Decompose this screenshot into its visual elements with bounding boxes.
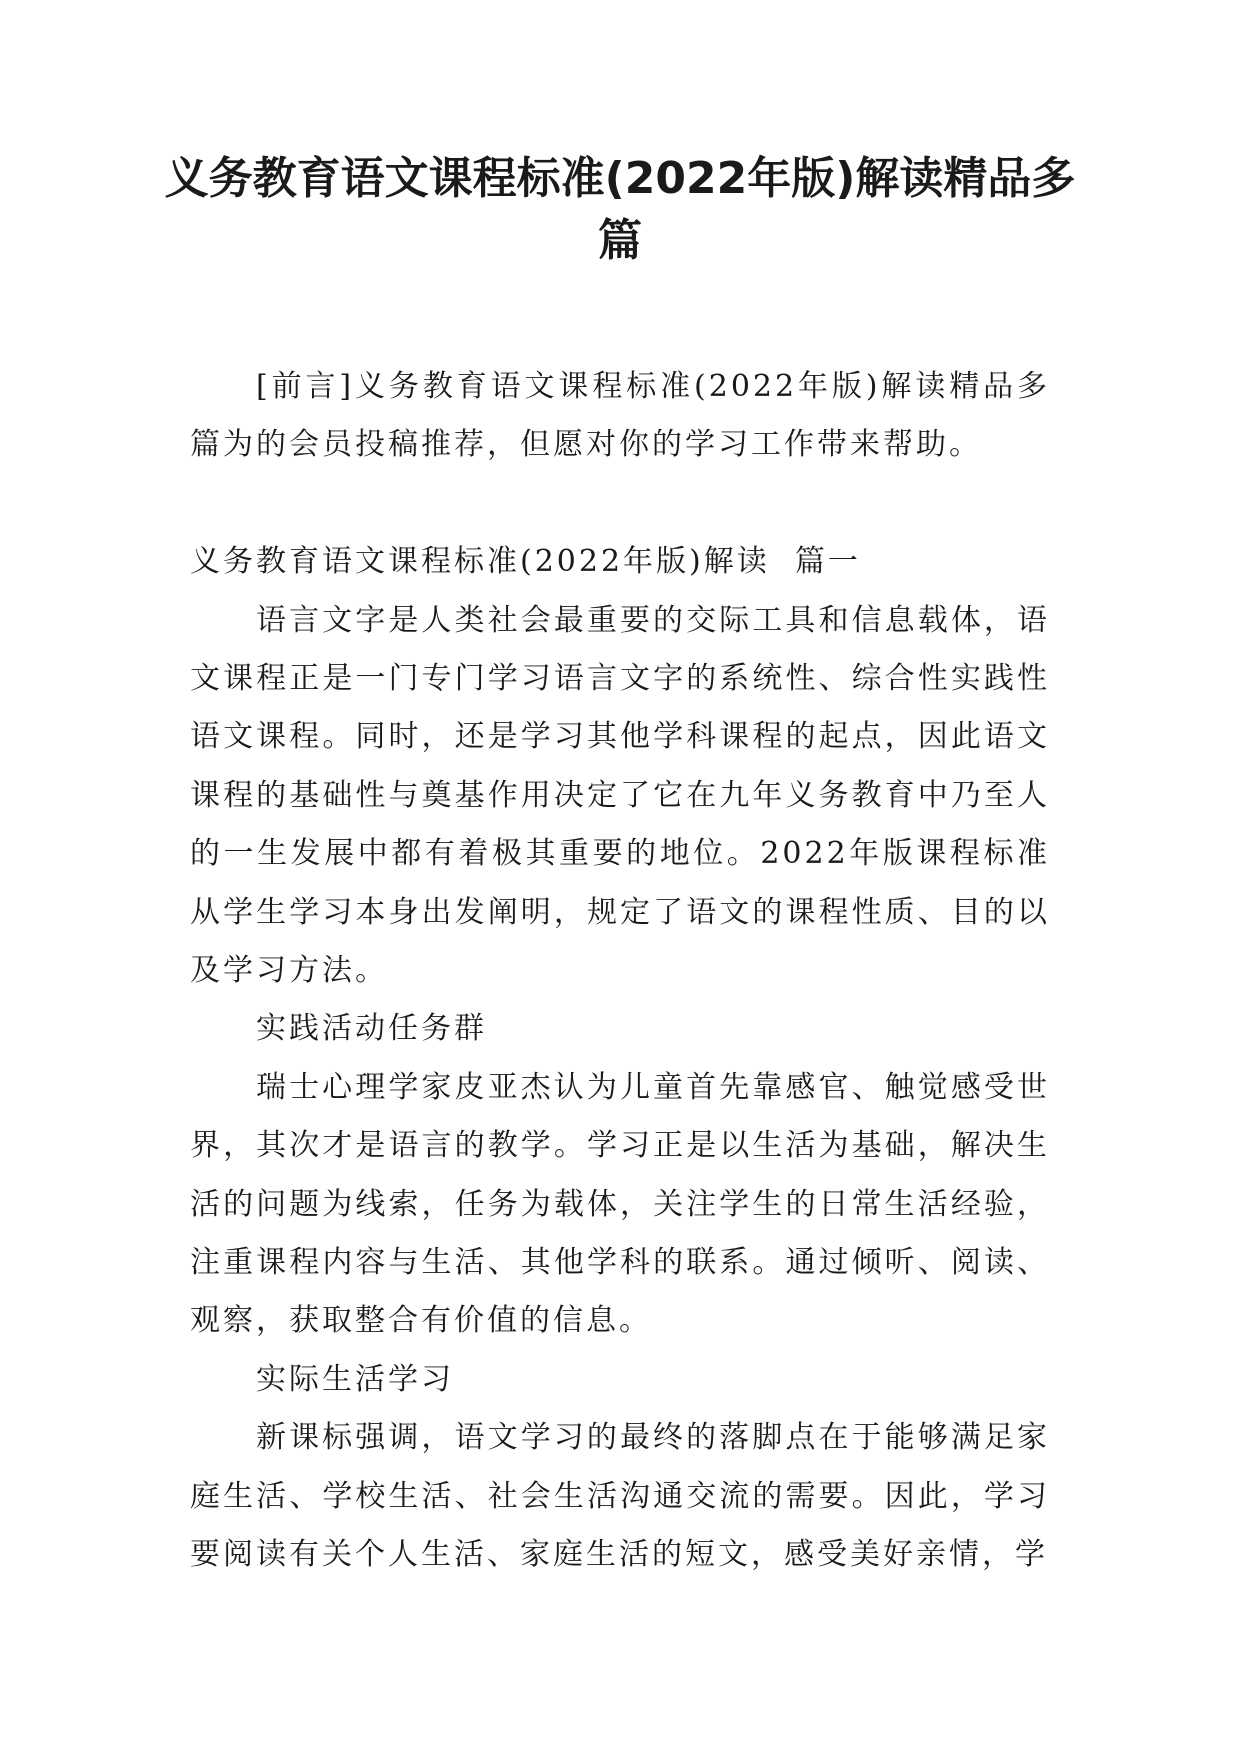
paragraph-gap <box>190 475 1050 533</box>
body-paragraph: 瑞士心理学家皮亚杰认为儿童首先靠感官、触觉感受世界，其次才是语言的教学。学习正是以生活为基础，解决生活的问题为线索，任务为载体，关注学生的日常生活经验，注重课程内容与生活、其他学科的联系。通过倾听、阅读、观察，获取整合有价值的信息。 <box>190 1069 1050 1339</box>
subheading-practice-tasks: 实践活动任务群 <box>256 1011 487 1047</box>
body-paragraph: 语言文字是人类社会最重要的交际工具和信息载体，语文课程正是一门专门学习语言文字的系统性、综合性实践性语文课程。同时，还是学习其他学科课程的起点，因此语文课程的基础性与奠基作用决定了它在九年义务教育中乃至人的一生发展中都有着极其重要的地位。2022年版课程标准从学生学习本身出发阐明，规定了语文的课程性质、目的以及学习方法。 <box>190 602 1050 989</box>
body-paragraph: 新课标强调，语文学习的最终的落脚点在于能够满足家庭生活、学校生活、社会生活沟通交流的需要。因此，学习要阅读有关个人生活、家庭生活的短文，感受美好亲情，学 <box>190 1420 1050 1573</box>
preface-paragraph: [前言]义务教育语文课程标准(2022年版)解读精品多篇为的会员投稿推荐，但愿对你的学习工作带来帮助。 <box>190 369 1050 463</box>
document-body <box>190 358 1050 1585</box>
document-title: 义务教育语文课程标准(2022年版)解读精品多篇 <box>164 153 1076 266</box>
section-heading: 义务教育语文课程标准(2022年版)解读 篇一 <box>190 544 861 580</box>
subheading-real-life-learning: 实际生活学习 <box>256 1361 454 1397</box>
